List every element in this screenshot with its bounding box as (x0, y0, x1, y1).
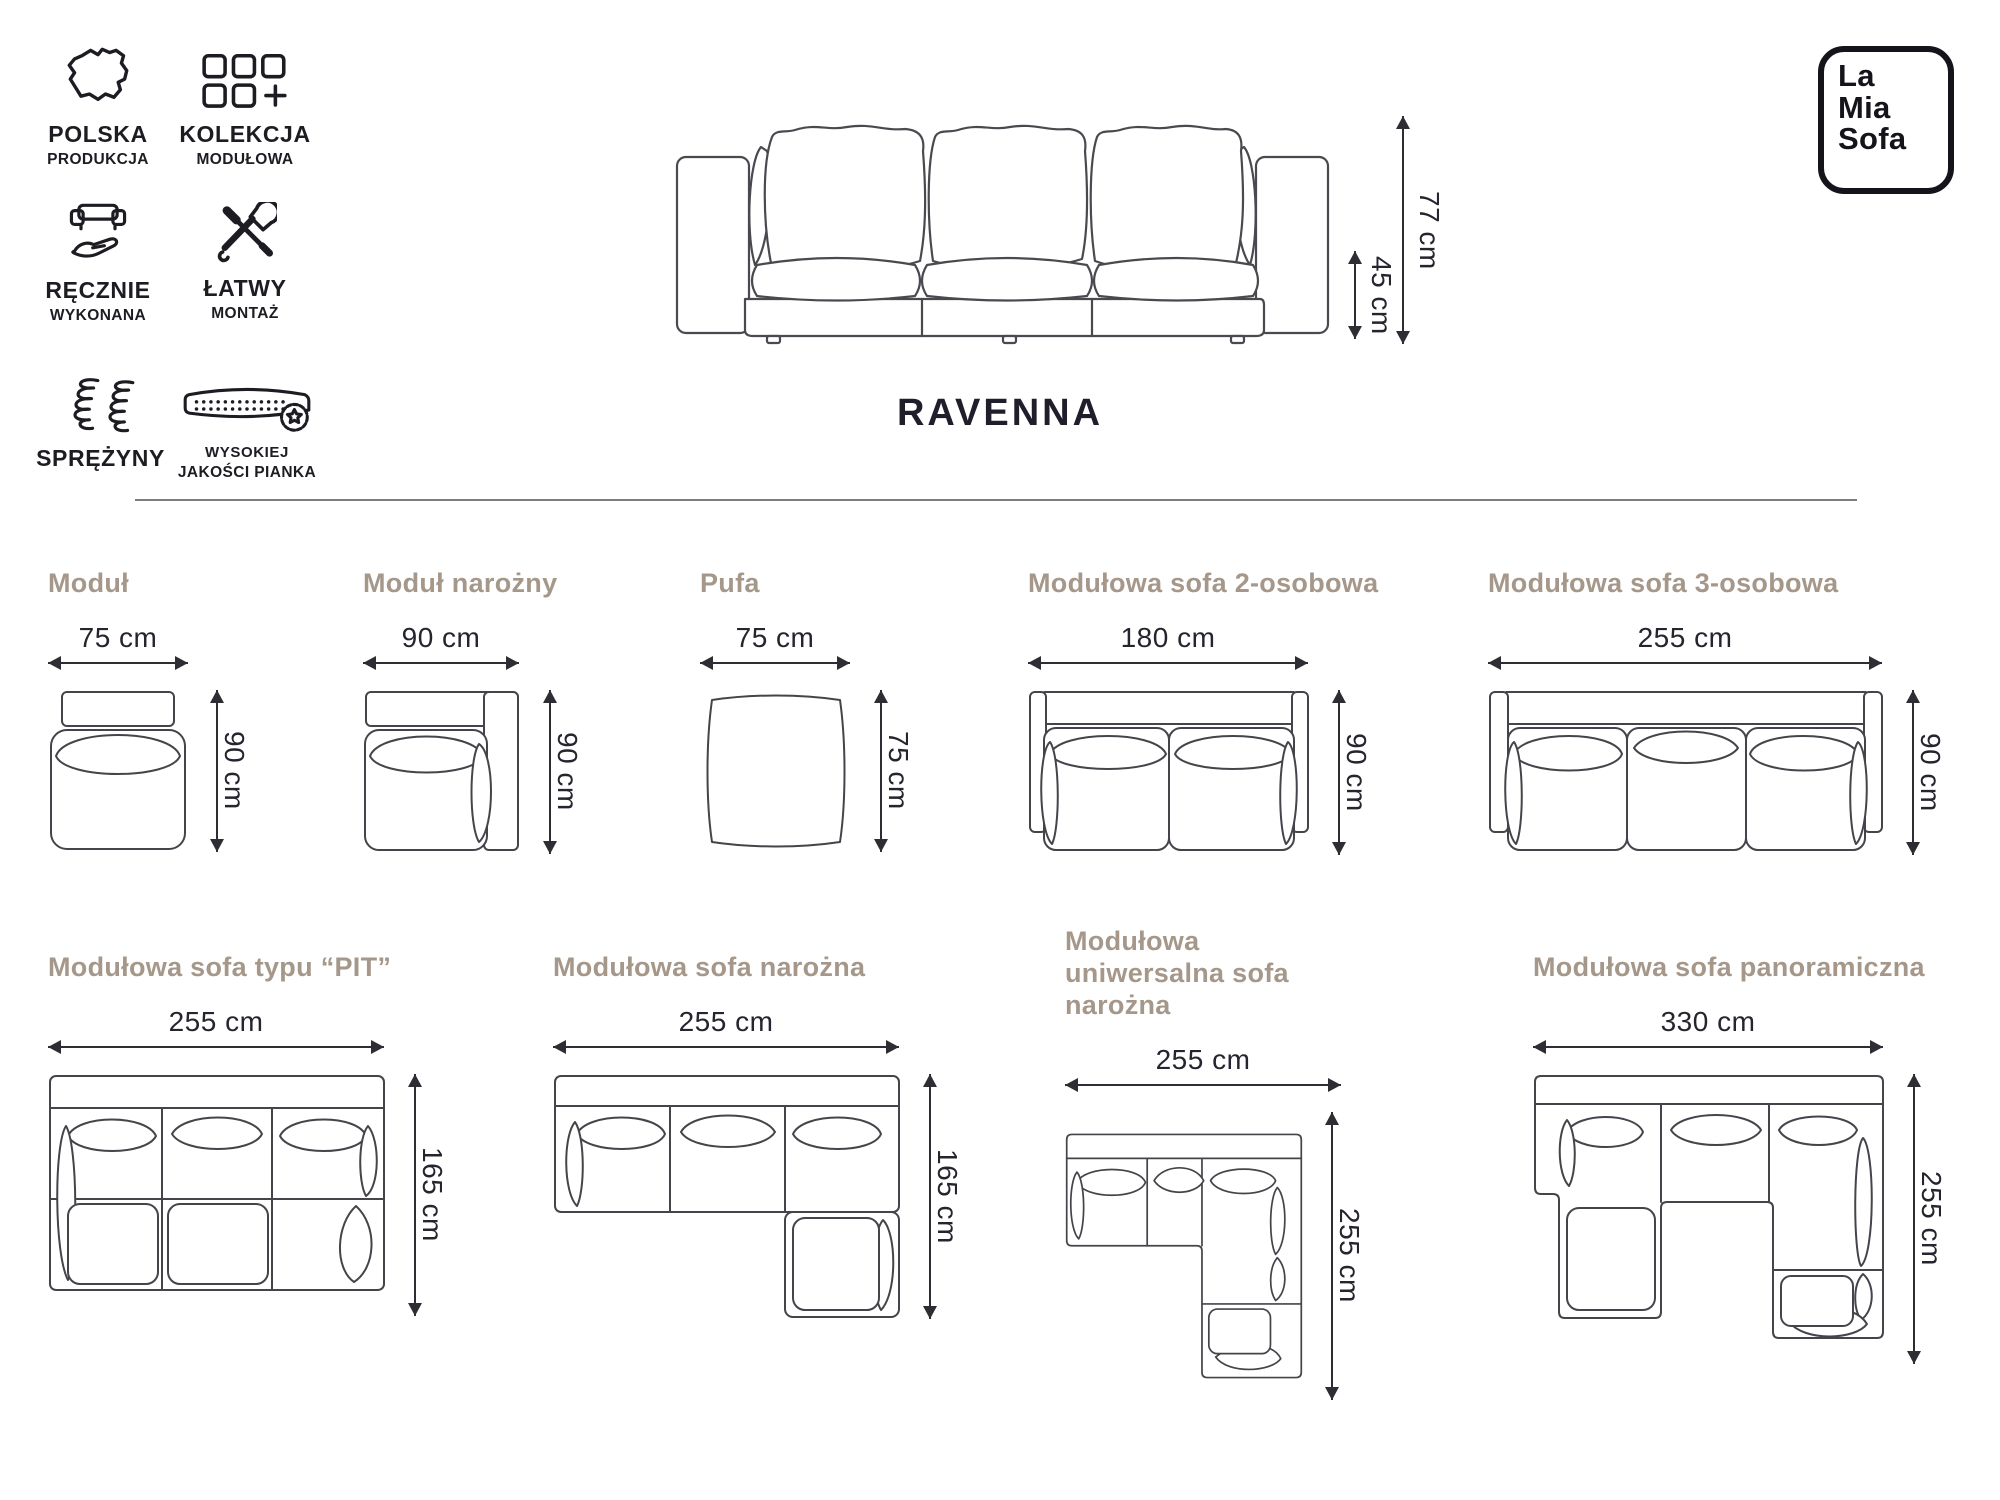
module-name: Modułowa sofa 3-osobowa (1488, 568, 1839, 598)
height-label: 90 cm (552, 732, 583, 812)
module-name: Pufa (700, 568, 760, 598)
pouf-top-view (700, 690, 852, 852)
feature-label: WYSOKIEJ (205, 444, 289, 461)
page-title: RAVENNA (896, 392, 1104, 434)
width-arrow (48, 662, 188, 664)
module-card-sofa-panoramiczna (1533, 952, 1947, 1364)
sofa-2-top-view (1028, 690, 1310, 855)
total-height-label: 77 cm (1414, 190, 1445, 270)
height-arrow (929, 1074, 931, 1319)
height-label: 255 cm (1916, 1171, 1947, 1267)
feature-kolekcja-modulowa (175, 52, 315, 169)
height-label: 255 cm (1334, 1208, 1365, 1303)
width-arrow (1028, 662, 1308, 664)
height-arrow (549, 690, 551, 854)
feature-wysokiej-jakosci-pianka (168, 380, 326, 482)
module-name: Modułowa sofa typu “PIT” (48, 952, 392, 982)
height-arrow (880, 690, 882, 852)
poland-map-icon (65, 40, 131, 114)
divider (135, 499, 1857, 501)
total-height-arrow (1402, 116, 1404, 344)
module-card-modul (48, 568, 250, 852)
module-name: Modułowa sofa 2-osobowa (1028, 568, 1379, 598)
feature-label: RĘCZNIE (45, 277, 151, 303)
sofa-corner-top-view (553, 1074, 901, 1319)
springs-icon (66, 374, 136, 438)
feature-label: SPRĘŻYNY (36, 445, 165, 471)
foam-quality-icon (179, 380, 315, 436)
module-name: Moduł (48, 568, 129, 598)
height-label: 90 cm (219, 731, 250, 811)
sofa-panoramic-top-view (1533, 1074, 1885, 1364)
height-label: 75 cm (883, 731, 914, 811)
sofa-3-top-view (1488, 690, 1884, 855)
width-label: 75 cm (78, 621, 158, 653)
module-name: Modułowa sofa panoramiczna (1533, 952, 1925, 982)
feature-sublabel: PRODUKCJA (47, 151, 149, 168)
height-label: 90 cm (1915, 732, 1946, 812)
brand-line: Mia (1838, 89, 1891, 125)
width-arrow (48, 1046, 384, 1048)
total-height-dimension (1402, 116, 1445, 344)
handmade-icon (64, 198, 132, 270)
width-arrow (700, 662, 850, 664)
module-name: Modułowa sofa narożna (553, 952, 866, 982)
feature-recznie-wykonana (28, 198, 168, 325)
tools-icon (213, 202, 277, 268)
feature-label: POLSKA (48, 121, 148, 147)
module-card-sofa-3 (1488, 568, 1946, 855)
module-card-sofa-uniwersalna (1065, 926, 1365, 1400)
sofa-front-view-drawing (675, 103, 1330, 348)
width-label: 255 cm (168, 1005, 264, 1037)
height-arrow (1331, 1112, 1333, 1400)
module-name: Moduł narożny (363, 568, 558, 598)
height-label: 90 cm (1341, 732, 1372, 812)
module-card-pufa (700, 568, 914, 852)
module-name: Modułowa uniwersalna sofa narożna (1065, 926, 1289, 1020)
width-arrow (553, 1046, 899, 1048)
seat-height-dimension (1354, 251, 1397, 339)
feature-latwy-montaz (175, 202, 315, 323)
width-label: 255 cm (1637, 621, 1733, 653)
width-label: 255 cm (1155, 1043, 1251, 1075)
brand-logo (1818, 46, 1954, 194)
seat-height-arrow (1354, 251, 1356, 339)
feature-sprezyny (28, 374, 173, 475)
width-label: 255 cm (678, 1005, 774, 1037)
sofa-pit-top-view (48, 1074, 386, 1316)
feature-sublabel: MODUŁOWA (196, 151, 294, 168)
feature-label: KOLEKCJA (179, 121, 311, 147)
feature-label: ŁATWY (203, 275, 287, 301)
feature-sublabel: WYKONANA (49, 307, 147, 324)
width-arrow (363, 662, 519, 664)
feature-sublabel: MONTAŻ (211, 305, 279, 322)
module-card-sofa-pit (48, 952, 448, 1316)
module-card-modul-narozny (363, 568, 583, 854)
width-label: 180 cm (1120, 621, 1216, 653)
corner-module-top-view (363, 690, 521, 854)
sofa-universal-corner-top-view (1065, 1112, 1303, 1400)
height-label: 165 cm (932, 1148, 963, 1244)
height-arrow (1338, 690, 1340, 855)
width-label: 90 cm (401, 621, 481, 653)
brand-line: Sofa (1838, 121, 1907, 157)
module-card-sofa-2 (1028, 568, 1378, 855)
seat-height-label: 45 cm (1366, 255, 1397, 335)
height-arrow (414, 1074, 416, 1316)
module-top-view (48, 690, 188, 852)
height-label: 165 cm (417, 1147, 448, 1243)
height-arrow (216, 690, 218, 852)
height-arrow (1913, 1074, 1915, 1364)
width-label: 75 cm (735, 621, 815, 653)
width-arrow (1533, 1046, 1883, 1048)
height-arrow (1912, 690, 1914, 855)
feature-sublabel: JAKOŚCI PIANKA (177, 464, 317, 481)
feature-polska-produkcja (28, 40, 168, 169)
width-label: 330 cm (1660, 1005, 1756, 1037)
width-arrow (1488, 662, 1882, 664)
module-card-sofa-narozna (553, 952, 963, 1319)
width-arrow (1065, 1084, 1341, 1086)
brand-line: La (1838, 58, 1875, 93)
modules-icon (201, 52, 289, 114)
